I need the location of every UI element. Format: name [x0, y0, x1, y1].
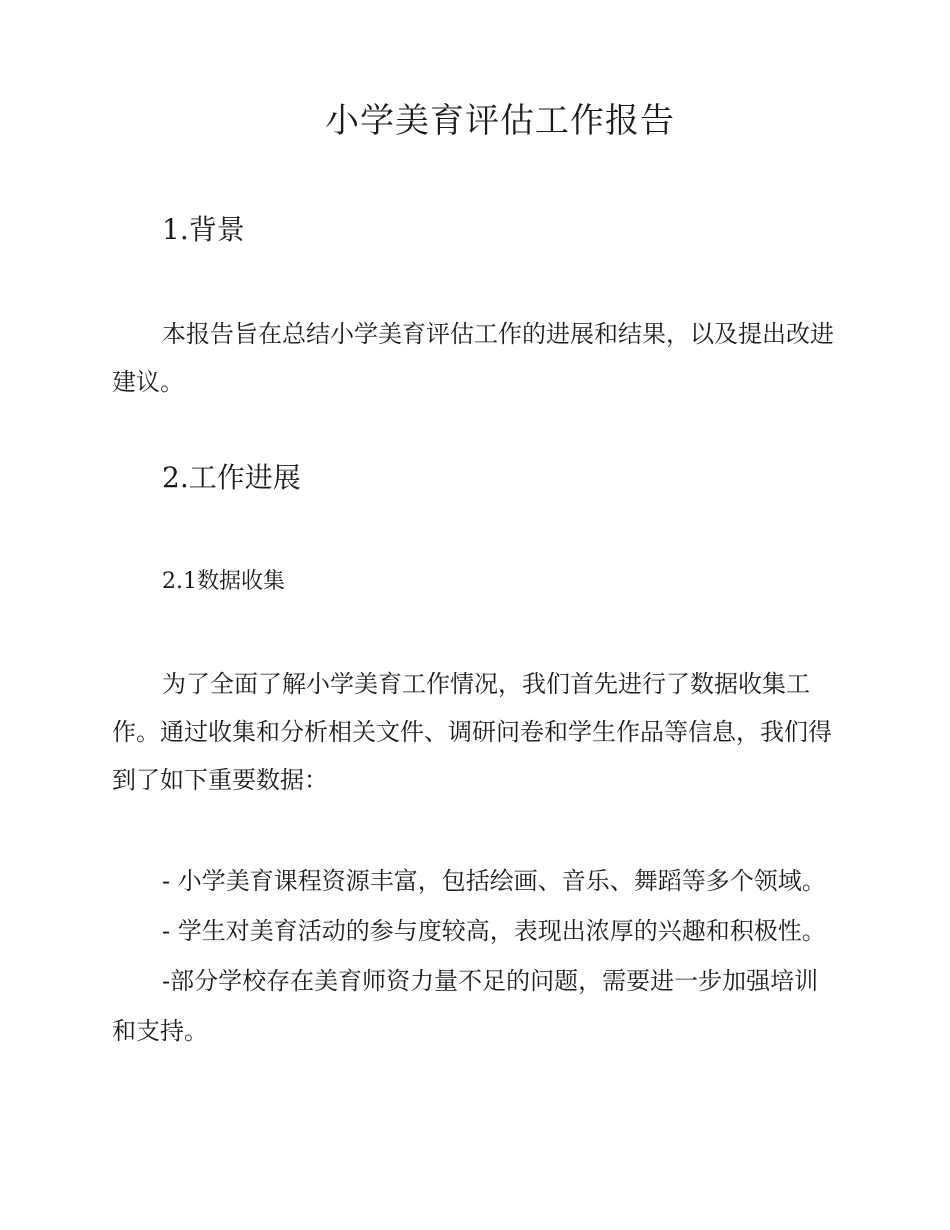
bullet-item-2: - 学生对美育活动的参与度较高，表现出浓厚的兴趣和积极性。 — [162, 917, 826, 945]
section-heading-progress: 2.工作进展 — [162, 461, 301, 494]
bullet-item-3: -部分学校存在美育师资力量不足的问题，需要进一步加强培训和支持。 — [112, 967, 819, 1045]
document-title: 小学美育评估工作报告 — [325, 101, 675, 141]
bullet-item-1: - 小学美育课程资源丰富，包括绘画、音乐、舞蹈等多个领域。 — [162, 867, 826, 895]
subsection-heading-data-collection: 2.1数据收集 — [162, 569, 285, 594]
data-collection-paragraph: 为了全面了解小学美育工作情况，我们首先进行了数据收集工作。通过收集和分析相关文件、调研问卷和学生作品等信息，我们得到了如下重要数据： — [112, 670, 832, 794]
background-paragraph: 本报告旨在总结小学美育评估工作的进展和结果，以及提出改进建议。 — [112, 320, 834, 396]
section-heading-background: 1.背景 — [162, 213, 245, 246]
